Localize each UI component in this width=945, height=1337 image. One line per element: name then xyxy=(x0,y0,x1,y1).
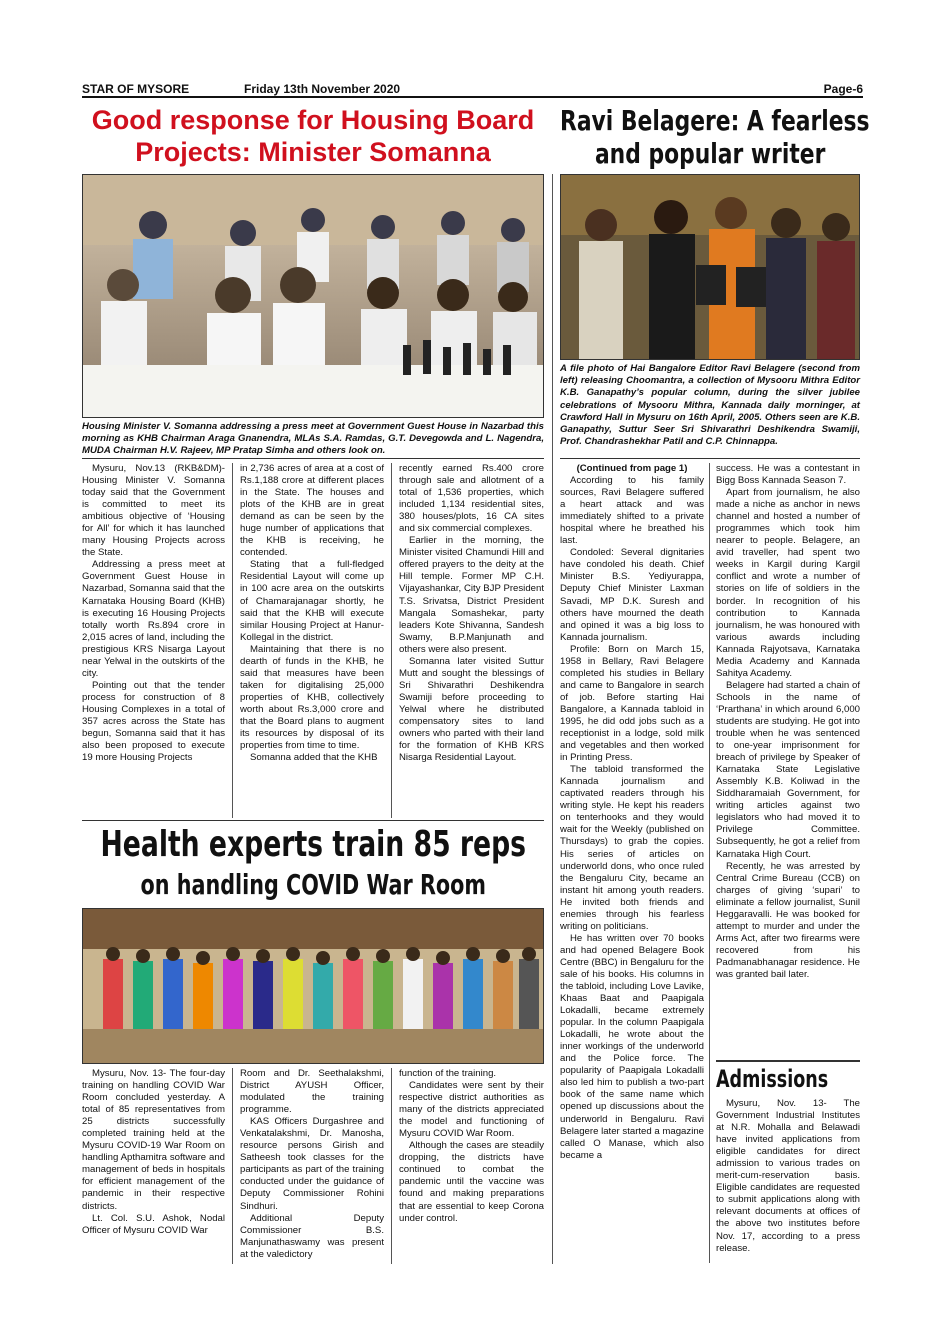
belagere-paragraph: The tabloid transformed the Kannada journalism and captivated readers through his writing style. He kept his readers on tenterhooks and they would wait for the Weekly (published on Thursdays) to grab the copies. His series of articles on underworld dons, who once ruled the Bengaluru City, became an instant hit among youth readers. He invited both friends and enemies through his fearless writing on politicians. xyxy=(560,764,704,932)
housing-paragraph: recently earned Rs.400 crore through sale and allotment of a total of 1,536 properties, which included 1,134 residential sites, 380 houses/plots, 16 CA sites and six commercial complexes. xyxy=(399,463,544,535)
covid-column-1 xyxy=(82,1068,225,1237)
belagere-headline-line1: Ravi Belagere: A fearless xyxy=(560,104,870,137)
belagere-paragraph: Recently, he was arrested by Central Crime Bureau (CCB) on charges of giving ‘supari’ to eliminate a fellow journalist, Sunil Heggaravalli. He was booked for attempt to murder and under the Arms Act, after two firearms were recovered from his Padmanabhanagar residence. He was granted bail later. xyxy=(716,860,860,980)
covid-paragraph: Although the cases are steadily dropping, the districts have continued to combat the pandemic until the vaccine was found and making preparations that are essential to keep Corona under control. xyxy=(399,1140,544,1224)
belagere-column-1 xyxy=(560,463,704,1162)
column-rule xyxy=(232,1068,233,1264)
housing-headline xyxy=(82,104,544,168)
column-rule xyxy=(391,1068,392,1264)
covid-paragraph: KAS Officers Durgashree and Venkatalakshmi, Dr. Manosha, resource persons Girish and Satheesh took classes for the participants as part of the training conducted under the guidance of Deputy Commissioner Rohini Sindhuri. xyxy=(240,1116,384,1212)
housing-paragraph: Addressing a press meet at Government Guest House in Nazarbad, Somanna said that the Karnataka Housing Board (KHB) is executing 16 Housing Projects totally worth Rs.894 crore in 2,015 acres of land, including the prestigious KRS Nisarga Layout near Yelwal in the outskirts of the city. xyxy=(82,559,225,679)
covid-paragraph: function of the training. xyxy=(399,1068,497,1079)
housing-column-2 xyxy=(240,463,384,764)
belagere-paragraph: Profile: Born on March 15, 1958 in Bellary, Ravi Belagere completed his studies in Bellary and came to Bangalore in search of job. Before starting Hai Bangalore, a Kannada tabloid in 1995, he did odd jobs such as a receptionist in a lodge, sold milk and vegetables and then worked in Printing Press. xyxy=(560,643,704,764)
admissions-rule xyxy=(716,1060,860,1062)
admissions-headline-text: Admissions xyxy=(716,1065,829,1093)
caption-rule xyxy=(82,458,544,459)
section-rule xyxy=(552,174,553,1264)
housing-headline-line2: Projects: Minister Somanna xyxy=(135,137,491,167)
belagere-paragraph: Condoled: Several dignitaries have condoled his death. Chief Minister B.S. Yediyurappa, Deputy Chief Minister Laxman Savadi, MP D.K. Suresh and others have mourned the death and opined it was a big loss to Kannada journalism. xyxy=(560,547,704,643)
covid-headline-line1: Health experts train 85 reps xyxy=(100,824,527,865)
covid-paragraph: Additional Deputy Commissioner B.S. Manjunathaswamy was present at the valedictory xyxy=(240,1212,384,1260)
column-rule xyxy=(232,463,233,818)
housing-headline-line1: Good response for Housing Board xyxy=(91,105,535,135)
belagere-paragraph: Apart from journalism, he also made a niche as anchor in news channel and hosted a number of programmes which took him nearer to people. Belagere, an avid traveller, had spent two weeks in Kargil during Kargil conflict and wrote a number of stories on life of soldiers in the border. In recognition of his contribution to Kannada journalism, he was honoured with various awards including Kannada Rajyotsava, Karnataka Media Academy and Kannada Sahitya Academy. xyxy=(716,487,860,679)
housing-paragraph: Earlier in the morning, the Minister visited Chamundi Hill and offered prayers to the deity at the Hill temple. Former MP C.H. Vijayashankar, City BJP President T.S. Srivatsa, District President Mangala Somashekar, party leaders Kote Shivanna, Sandesh Swamy, B.P.Manjunath and others were also present. xyxy=(399,535,544,655)
admissions-headline xyxy=(716,1064,860,1094)
housing-column-1 xyxy=(82,463,225,764)
housing-paragraph: in 2,736 acres of area at a cost of Rs.1,188 crore at different places in the State. The houses and plots of the KHB are in great demand as can be seen by the huge number of applications that the KHB is receiving, he contended. xyxy=(240,463,384,559)
covid-paragraph: Candidates were sent by their respective district authorities as many of the districts appreciated the model and functioning of Mysuru COVID War Room. xyxy=(399,1080,544,1140)
admissions-paragraph: Mysuru, Nov. 13- The Government Industrial Institutes at N.R. Mohalla and Belawadi have invited applications from eligible candidates for direct admission to various trades on merit-cum-reservation basis. Eligible candidates are requested to submit applications along with relevant documents at offices of the above two institutes before Nov. 17, according to a press release. xyxy=(716,1098,860,1254)
covid-paragraph: Room and Dr. Seethalakshmi, District AYUSH Officer, modulated the training programme. xyxy=(240,1068,384,1116)
belagere-paragraph: success. He was a contestant in Bigg Boss Kannada Season 7. xyxy=(716,463,860,487)
housing-paragraph: Mysuru, Nov.13 (RKB&DM)- Housing Minister V. Somanna today said that the Government is committed to meet its ambitious objective of ‘Housing for All’ for which it has launched many Housing Projects across the State. xyxy=(82,463,225,559)
belagere-paragraph: According to his family sources, Ravi Belagere suffered a heart attack and was immediately shifted to a private hospital where he breathed his last. xyxy=(560,475,704,547)
caption-rule xyxy=(560,458,860,459)
admissions-column xyxy=(716,1098,860,1255)
covid-headline-line2: on handling COVID War Room xyxy=(140,868,486,901)
column-rule xyxy=(709,463,710,1263)
housing-paragraph: Stating that a full-fledged Residential Layout will come up in 100 acre area on the outskirts of Chamarajanagar shortly, he said that the KHB will execute similar Housing Project at Hanur-Kollegal in the district. xyxy=(240,559,384,643)
belagere-headline-line2: and popular writer xyxy=(594,137,826,170)
belagere-photo-caption: A file photo of Hai Bangalore Editor Ravi Belagere (second from left) releasing Choomantra, a collection of Mysooru Mithra Editor K.B. Ganapathy’s popular column, during the silver jubilee celebrations of Mysooru Mithra, Kannada daily morninger, at Crawford Hall in Mysuru on 16th April, 2005. Others seen are K.B. Ganapathy, Suttur Seer Sri Shivarathri Deshikendra Swamiji, Prof. Chandrashekhar Patil and C.P. Chinnappa. xyxy=(560,363,860,448)
housing-paragraph: Somanna later visited Suttur Mutt and sought the blessings of Sri Shivarathri Deshikendra Swamiji before proceeding to Yelwal where he distributed compensatory sites to land owners who parted with their land for the formation of KHB KRS Nisarga Residential Layout. xyxy=(399,655,544,764)
belagere-column-2 xyxy=(716,463,860,981)
covid-column-3 xyxy=(399,1068,544,1225)
issue-date: Friday 13th November 2020 xyxy=(244,82,401,96)
section-rule-horizontal xyxy=(82,820,544,821)
continued-note: (Continued from page 1) xyxy=(576,463,688,474)
belagere-paragraph: Belagere had started a chain of Schools in the name of ‘Prarthana’ in which around 6,000 students are studying. He got into trouble when he was sentenced to one-year imprisonment for breach of privilege by Speaker of Karnataka State Legislative Assembly K.B. Koliwad in the Siddharamaiah Government, for writing articles against two legislators who had moved it to Privilege Committee. Subsequently, he got a relief from Karnataka High Court. xyxy=(716,679,860,860)
belagere-file-photo xyxy=(560,174,860,360)
housing-paragraph: Pointing out that the tender process for construction of 8 Housing Complexes in a total of 357 acres across the State has begun, Somanna said that it has also been proposed to execute 19 more Housing Projects xyxy=(82,679,225,764)
covid-training-group-photo xyxy=(82,908,544,1064)
column-rule xyxy=(391,463,392,818)
belagere-paragraph: He has written over 70 books and had opened Belagere Book Centre (BBC) in Bengaluru for the sale of his books. His columns in the tabloid, including Love Lavike, Khaas Baat and Paapigala Lokadalli, became extremely popular. In the column Paapigala Lokadalli, he wrote about the inner workings of the underworld and the Police force. The popularity of Paapigala Lokadalli also led him to publish a two-part book of the same name which opened up discussions about the underworld in Bengaluru. Ravi Belagere later started a magazine called O Manase, which also became a xyxy=(560,932,705,1161)
covid-paragraph: Lt. Col. S.U. Ashok, Nodal Officer of Mysuru COVID War xyxy=(82,1212,225,1236)
belagere-headline xyxy=(560,104,870,170)
housing-paragraph: Somanna added that the KHB xyxy=(250,752,378,764)
covid-paragraph: Mysuru, Nov. 13- The four-day training on handling COVID War Room concluded yesterday. A total of 85 representatives from 25 districts successfully completed training held at the Mysuru COVID-19 War Room on handling Apthamitra software and management of beds in hospitals for efficient management of the pandemic in their respective districts. xyxy=(82,1068,225,1212)
covid-headline xyxy=(82,824,544,866)
press-meet-caption: Housing Minister V. Somanna addressing a press meet at Government Guest House in Nazarbad this morning as KHB Chairman Araga Gnanendra, MLAs S.A. Ramdas, G.T. Devegowda and L. Nagendra, MUDA Chairman H.V. Rajeev, MP Pratap Simha and others look on. xyxy=(82,421,544,457)
press-meet-photo xyxy=(82,174,544,418)
paper-name: STAR OF MYSORE xyxy=(82,82,190,96)
masthead xyxy=(82,80,863,98)
housing-paragraph: Maintaining that there is no dearth of funds in the KHB, he said that measures have been taken for digitalising 25,000 properties of KHB, collectively worth about Rs.3,000 crore and that the Board plans to augment its resources by disposal of its properties from time to time. xyxy=(240,643,384,752)
covid-column-2 xyxy=(240,1068,384,1261)
housing-column-3 xyxy=(399,463,544,764)
covid-subheadline xyxy=(82,868,544,902)
page-number: Page-6 xyxy=(823,82,863,96)
